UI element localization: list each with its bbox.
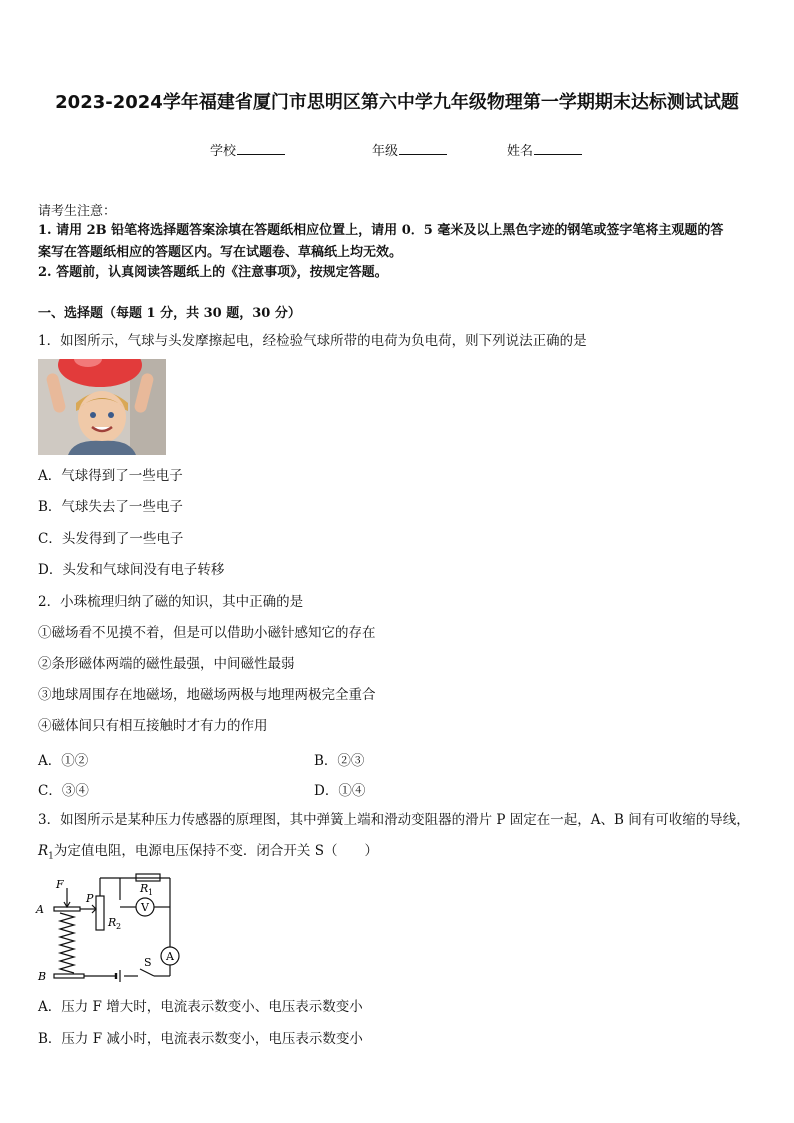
label-ammeter: A (166, 950, 174, 963)
q1-option-b: B．气球失去了一些电子 (38, 499, 183, 515)
grade-blank[interactable] (399, 142, 447, 155)
rheostat-r2 (96, 896, 104, 930)
label-p: P (86, 892, 94, 905)
q1-option-c: C．头发得到了一些电子 (38, 531, 184, 547)
section-title: 一、选择题（每题 1 分，共 30 题，30 分） (38, 306, 301, 321)
q2-option-d: D．①④ (314, 783, 366, 799)
q3-stem: 3．如图所示是某种压力传感器的原理图，其中弹簧上端和滑动变阻器的滑片 P 固定在一起，A、B 间有可收缩的导线， (38, 812, 750, 828)
q1-option-a: A．气球得到了一些电子 (38, 468, 183, 484)
label-r1-sub: 1 (148, 888, 154, 897)
q3-stem-text: 为定值电阻，电源电压保持不变．闭合开关 S（ ） (53, 843, 378, 859)
spring (60, 913, 74, 973)
r1-subscript: 1 (48, 851, 54, 862)
grade-field[interactable] (372, 140, 447, 159)
grade-label: 年级 (372, 144, 399, 159)
page-title: 2023-2024学年福建省厦门市思明区第六中学九年级物理第一学期期末达标测试试题 (55, 92, 739, 113)
notice-item-1-cont: 案写在答题纸相应的答题区内。写在试题卷、草稿纸上均无效。 (38, 245, 403, 260)
label-a: A (36, 903, 44, 916)
plate-b (54, 974, 84, 978)
label-f: F (56, 878, 64, 891)
label-v: V (141, 901, 149, 914)
q1-option-d: D．头发和气球间没有电子转移 (38, 562, 225, 578)
switch-s (140, 969, 154, 976)
school-label: 学校 (210, 144, 237, 159)
pressure-sensor-circuit-diagram (34, 870, 194, 988)
notice-item-2: 2. 答题前，认真阅读答题纸上的《注意事项》，按规定答题。 (38, 265, 388, 280)
q2-statement-2: ②条形磁体两端的磁性最强，中间磁性最弱 (38, 656, 295, 672)
label-s: S (144, 956, 152, 969)
q2-statement-1: ①磁场看不见摸不着，但是可以借助小磁针感知它的存在 (38, 625, 376, 641)
q2-option-c: C．③④ (38, 783, 89, 799)
name-blank[interactable] (534, 142, 582, 155)
notice-heading: 请考生注意： (38, 204, 117, 219)
balloon-boy-photo (38, 359, 166, 455)
balloon-boy-illustration (38, 359, 166, 455)
r1-symbol: R (38, 843, 49, 859)
q3-stem-cont (38, 842, 378, 866)
label-r1: R (140, 882, 149, 895)
q2-option-b: B．②③ (314, 753, 365, 769)
q3-option-b: B．压力 F 减小时，电流表示数变小，电压表示数变小 (38, 1031, 363, 1047)
q2-statement-3: ③地球周围存在地磁场，地磁场两极与地理两极完全重合 (38, 687, 376, 703)
q1-stem: 1．如图所示，气球与头发摩擦起电，经检验气球所带的电荷为负电荷，则下列说法正确的是 (38, 333, 587, 349)
q2-stem: 2．小珠梳理归纳了磁的知识，其中正确的是 (38, 594, 304, 610)
q3-option-a: A．压力 F 增大时，电流表示数变小、电压表示数变小 (38, 999, 363, 1015)
name-label: 姓名 (507, 144, 534, 159)
label-r2: R (108, 916, 117, 929)
school-blank[interactable] (237, 142, 285, 155)
label-b: B (38, 970, 47, 983)
name-field[interactable] (507, 140, 582, 159)
q2-statement-4: ④磁体间只有相互接触时才有力的作用 (38, 718, 268, 734)
label-r2-sub: 2 (116, 922, 122, 931)
q2-option-a: A．①② (38, 753, 89, 769)
notice-item-1: 1. 请用 2B 铅笔将选择题答案涂填在答题纸相应位置上，请用 0．5 毫米及以上黑色字迹的钢笔或签字笔将主观题的答 (38, 223, 724, 238)
school-field[interactable] (210, 140, 285, 159)
